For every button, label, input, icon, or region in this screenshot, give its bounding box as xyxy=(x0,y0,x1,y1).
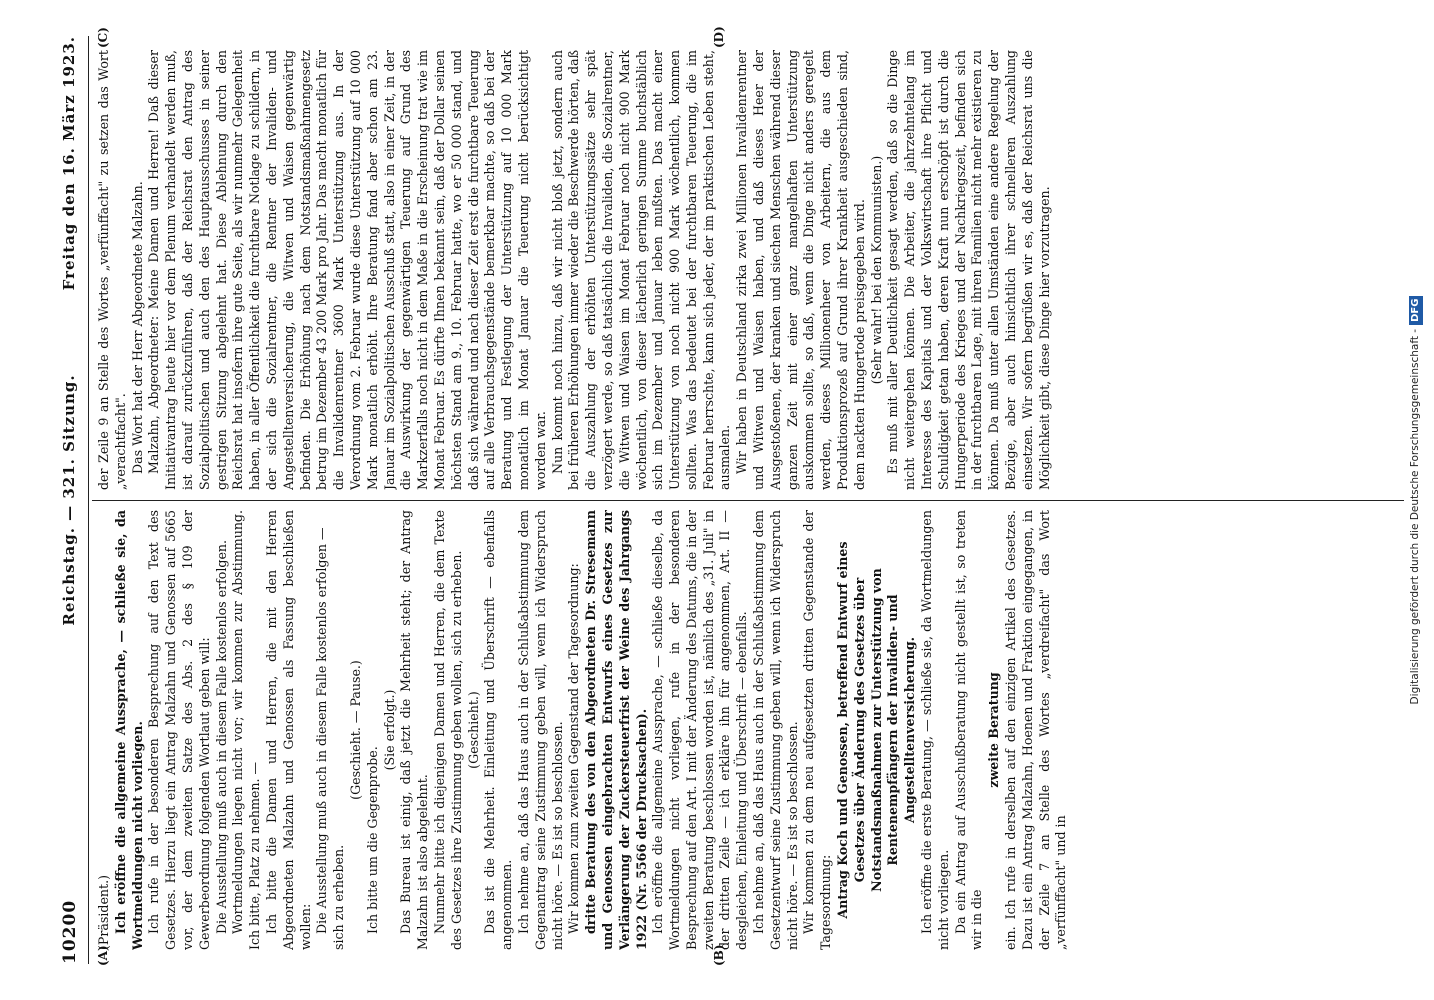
paragraph: (Sehr wahr! bei den Kommunisten.) xyxy=(868,155,884,385)
paragraph: sich zu erheben. xyxy=(331,844,347,950)
right-text-column xyxy=(96,50,1404,490)
footer-credit: Digitalisierung gefördert durch die Deutsche Forschungsgemeinschaft - xyxy=(1409,328,1421,705)
paragraph: Ich eröffne die erste Beratung, — schließe sie, da Wortmeldungen nicht vorliegen. xyxy=(919,510,951,950)
paragraph: der Zeile 9 an Stelle des Wortes „verfünffacht" zu setzen das Wort „verachtfacht". xyxy=(96,50,128,490)
dfg-logo: DFG xyxy=(1409,296,1423,325)
paragraph: (Präsident.) xyxy=(96,874,111,950)
paragraph: Ich eröffne die allgemeine Aussprache, — schließe sie, da Wortmeldungen nicht vorliegen. xyxy=(112,510,145,950)
session-date: Freitag den 16. März 1923. xyxy=(60,36,78,291)
column-divider xyxy=(92,500,1404,501)
paragraph: Die Ausstellung muß auch in diesem Falle kostenlos erfolgen. xyxy=(213,539,229,934)
paragraph: Nunmehr bitte ich diejenigen Damen und Herren, die dem Texte des Gesetzes ihre Zustimmung geben wollen, sich zu erheben. xyxy=(431,510,464,950)
paragraph: Das Bureau ist einig, daß jetzt die Mehrheit steht; der Antrag Malzahn ist also abgelehnt. xyxy=(398,510,431,950)
paragraph: Ich bitte um die Gegenprobe. xyxy=(364,746,380,934)
digitization-footer xyxy=(1404,0,1426,1000)
paragraph: Die Ausstellung muß auch in diesem Falle kostenlos erfolgen — xyxy=(314,527,330,934)
header-rule xyxy=(88,36,89,964)
left-text-column xyxy=(96,510,1404,950)
margin-marker-d: (D) xyxy=(712,26,726,48)
page-title: Reichstag. — 321. Sitzung. xyxy=(60,374,78,626)
paragraph: Ich nehme an, daß das Haus auch in der Schlußabstimmung dem Gegenantrag seine Zustimmung geben will, wenn ich Widerspruch nicht höre. — Es ist so beschlossen. xyxy=(515,510,565,950)
margin-marker-b: (B) xyxy=(712,944,726,966)
paragraph: Wir kommen zu dem neu aufgesetzten dritten Gegenstande der Tagesordnung: xyxy=(801,510,834,950)
paragraph: Wir haben in Deutschland zirka zwei Millionen Invalidenrentner und Witwen und Waisen haben, und daß dieses Heer der Ausgestoßenen, der kranken und siechen Menschen während dieser ganzen Zeit mit einer ganz mangelhaften Unterstützung auskommen sollte, so daß, wenn die Dinge nicht anders geregelt werden, dieses Millionenheer von Arbeitern, die aus dem Produktionsprozeß auf Grund ihrer Krankheit ausgeschieden sind, dem nackten Hungertode preisgegeben wird. xyxy=(734,50,867,490)
paragraph: Das Wort hat der Herr Abgeordnete Malzahn. xyxy=(129,181,145,474)
paragraph: Da ein Antrag auf Ausschußberatung nicht gestellt ist, so treten wir in die xyxy=(952,510,985,950)
paragraph: Ich nehme an, daß das Haus auch in der Schlußabstimmung dem Gesetzentwurf seine Zustimmung geben will, wenn ich Widerspruch nicht höre. — Es ist so beschlossen. xyxy=(751,510,800,950)
paragraph: zweite Beratung xyxy=(986,672,1002,788)
paragraph: Malzahn, Abgeordneter: Meine Damen und Herren! Daß dieser Initiativantrag heute hier vor dem Plenum verhandelt werden muß, ist darauf zurückzuführen, daß der Reichsrat den Antrag des Sozialpolitischen und auch den des Hauptausschusses in seiner gestrigen Sitzung abgelehnt hat. Diese Ablehnung durch den Reichsrat hat insofern ihre gute Seite, als wir nunmehr Gelegenheit haben, in aller Öffentlichkeit die furchtbare Notlage zu schildern, in der sich die Sozialrentner, die Rentner der Invaliden- und Angestelltenversicherung, die Witwen und Waisen gegenwärtig befinden. Die Erhöhung nach dem Notstandsmaßnahmengesetz betrug im Dezember 43 200 Mark pro Jahr. Das macht monatlich für die Invalidenrentner 3600 Mark Unterstützung aus. In der Verordnung vom 2. Februar wurde diese Unterstützung auf 10 000 Mark monatlich erhöht. Ihre Beratung fand aber schon am 23. Januar im Sozialpolitischen Ausschuß statt, also in einer Zeit, in der die Auswirkung der gegenwärtigen Teuerung auf Grund des Markzerfalls noch nicht in dem Maße in die Erscheinung trat wie im Monat Februar. Es dürfte Ihnen bekannt sein, daß der Dollar seinen höchsten Stand am 9., 10. Februar hatte, wo er 50 000 stand, und daß sich während und nach dieser Zeit erst die furchtbare Teuerung auf alle Verbrauchsgegenstände bemerkbar machte, so daß bei der Beratung und Festlegung der Unterstützung auf 10 000 Mark monatlich im Monat Januar die Teuerung nicht berücksichtigt worden war. xyxy=(146,50,548,490)
paragraph: Es muß mit aller Deutlichkeit gesagt werden, daß so die Dinge nicht weitergehen können. Die Arbeiter, die jahrzehntelang im Interesse des Kapitals und der Volkswirtschaft ihre Pflicht und Schuldigkeit getan haben, deren Kraft nun erschöpft ist durch die Hungerperiode des Krieges und der Nachkriegszeit, befinden sich in der furchtbaren Lage, mit ihren Familien nicht mehr existieren zu können. Da muß unter allen Umständen eine andere Regelung der Bezüge, aber auch hinsichtlich ihrer schnelleren Auszahlung einsetzen. Wir sofern begrüßen wir es, daß der Reichsrat uns die Möglichkeit gibt, diese Dinge hier vorzutragen. xyxy=(885,50,1052,490)
paragraph: Wortmeldungen liegen nicht vor; wir kommen zur Abstimmung. Ich bitte, Platz zu nehmen. — xyxy=(230,510,263,950)
paragraph: Nun kommt noch hinzu, daß wir nicht bloß jetzt, sondern auch bei früheren Erhöhungen immer wieder die Beschwerde hörten, daß die Auszahlung der erhöhten Unterstützungssätze sehr spät verzögert werde, so daß tatsächlich die Invaliden, die Sozialrentner, die Witwen und Waisen im Monat Februar noch nicht 900 Mark wöchentlich, von dieser lächerlich geringen Summe buchstäblich sich im Dezember und Januar leben mußten. Das macht einer Unterstützung von noch nicht 900 Mark wöchentlich, kommen sollten. Was das bedeutet bei der furchtbaren Teuerung, die im Februar herrschte, kann sich jeder, der im praktischen Leben steht, ausmalen. xyxy=(549,50,733,490)
paragraph: Wir kommen zum zweiten Gegenstand der Tagesordnung: xyxy=(566,563,582,934)
margin-marker-c: (C) xyxy=(96,27,110,48)
paragraph: (Geschieht. — Pause.) xyxy=(347,660,363,800)
margin-marker-a: (A) xyxy=(96,945,110,966)
paragraph: (Geschieht.) xyxy=(465,691,481,769)
paragraph: Antrag Koch und Genossen, betreffend Entwurf eines Gesetzes über Änderung des Gesetzes über Notstandsmaßnahmen zur Unterstützung von Rentenempfängern der Invaliden- und Angestelltenversicherung. xyxy=(835,541,918,919)
paragraph: Ich eröffne die allgemeine Aussprache, — schließe dieselbe, da Wortmeldungen nicht vorliegen, rufe in der besonderen Besprechung auf den Art. I mit der Änderung des Datums, die in der zweiten Beratung beschlossen worden ist, nämlich des „31. Juli" in der dritten Zeile — ich erkläre ihn für angenommen, Art. II — desgleichen, Einleitung und Überschrift — ebenfalls. xyxy=(650,510,750,950)
page-header xyxy=(58,36,84,964)
paragraph: Ich rufe in der besonderen Besprechung auf den Text des Gesetzes. Hierzu liegt ein Antrag Malzahn und Genossen auf 5665 vor, der dem zweiten Satze des Abs. 2 des § 109 der Gewerbeordnung folgenden Wortlaut geben will: xyxy=(146,510,212,950)
paragraph: dritte Beratung des von den Abgeordneten Dr. Stresemann und Genossen eingebrachten Entwurfs eines Gesetzes zur Verlängerung der Zuckersteuerfrist der Weine des Jahrgangs 1922 (Nr. 5566 der Drucksachen). xyxy=(583,510,649,950)
page-number: 10200 xyxy=(60,899,80,964)
paragraph: Das ist die Mehrheit. Einleitung und Überschrift — ebenfalls angenommen. xyxy=(482,510,515,950)
paragraph: Ich bitte die Damen und Herren, die mit den Herren Abgeordneten Malzahn und Genossen als Fassung beschließen wollen: xyxy=(263,510,313,950)
paragraph: (Sie erfolgt.) xyxy=(381,689,397,771)
paragraph: ein. Ich rufe in derselben auf den einzigen Artikel des Gesetzes. Dazu ist ein Antrag Malzahn, Hoenen und Fraktion eingegangen, in der Zeile 7 an Stelle des Wortes „verdreifacht" das Wort „verfünffacht" und in xyxy=(1003,510,1069,950)
